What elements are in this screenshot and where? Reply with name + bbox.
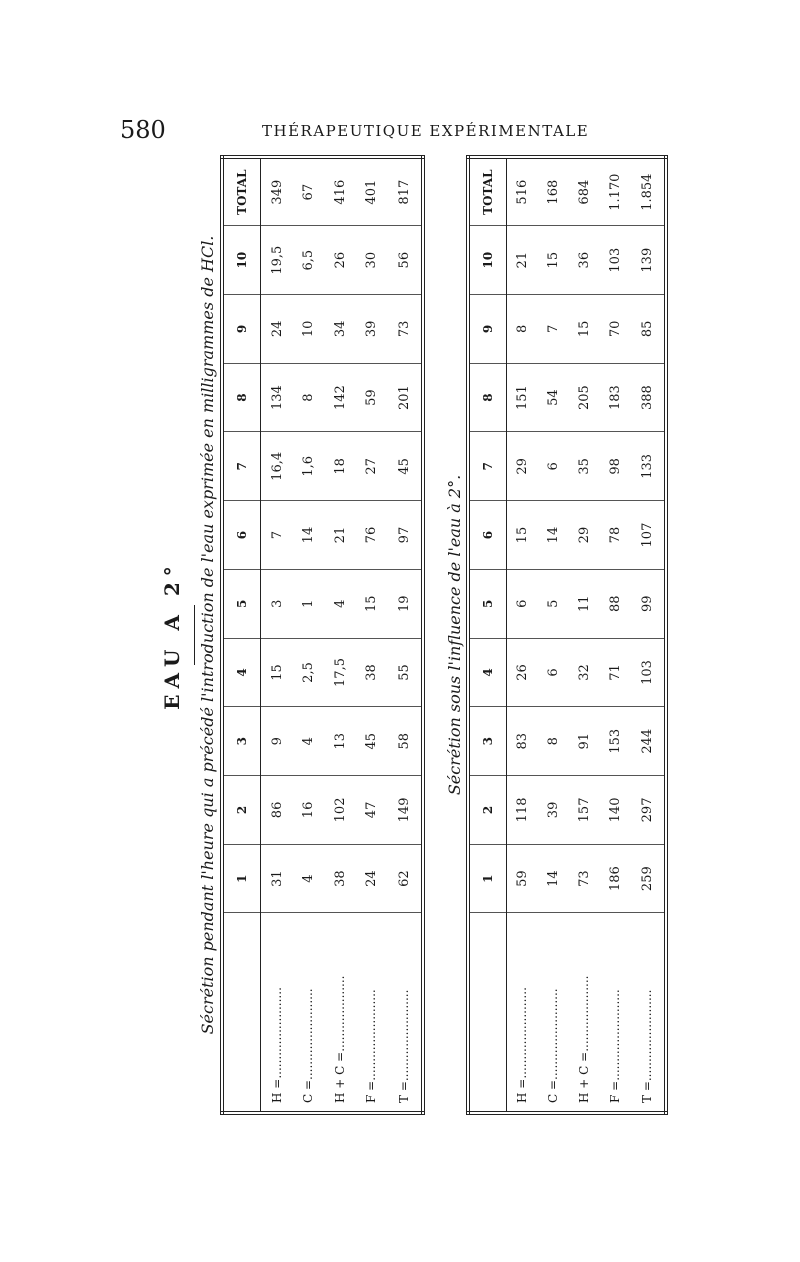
table2-cell: 85	[631, 295, 666, 364]
table2-row-label: H + C =....................	[569, 913, 600, 1113]
table1-cell: 15	[261, 638, 294, 707]
table2-cell: 70	[600, 295, 631, 364]
page-header	[0, 116, 800, 146]
table2-col-header: 2	[468, 776, 507, 845]
table2-cell: 98	[600, 432, 631, 501]
table1-cell: 15	[356, 569, 388, 638]
table2-cell: 133	[631, 432, 666, 501]
table2-col-header: 1	[468, 844, 507, 913]
table2-col-header: 8	[468, 363, 507, 432]
table1-cell: 73	[388, 295, 423, 364]
table2-cell: 259	[631, 844, 666, 913]
table2-row-label: C =........................	[538, 913, 569, 1113]
running-title: THÉRAPEUTIQUE EXPÉRIMENTALE	[262, 122, 590, 140]
table1-cell: 47	[356, 776, 388, 845]
table2-cell: 83	[507, 707, 539, 776]
table1-cell: 2,5	[293, 638, 325, 707]
table1-cell: 134	[261, 363, 294, 432]
table2-cell: 168	[546, 179, 562, 205]
table2-row	[538, 157, 569, 1113]
table1-cell: 31	[261, 844, 294, 913]
table1-cell: 3	[261, 569, 294, 638]
table1-cell: 30	[356, 226, 388, 295]
table2-col-header: 3	[468, 707, 507, 776]
table2-cell: 26	[507, 638, 539, 707]
table2-header-row	[468, 157, 507, 1113]
table1-col-header: 7	[222, 432, 261, 501]
table2-cell: 14	[538, 501, 569, 570]
table2-cell: 244	[631, 707, 666, 776]
title-rule	[194, 605, 195, 665]
table1-cell: 86	[261, 776, 294, 845]
table2-cell: 99	[631, 569, 666, 638]
table1-cell: 34	[325, 295, 357, 364]
table2-cell: 7	[538, 295, 569, 364]
table2-cell: 151	[507, 363, 539, 432]
table2-cell: 8	[538, 707, 569, 776]
table1-cell: 8	[293, 363, 325, 432]
table1-cell: 10	[293, 295, 325, 364]
table2-cell: 73	[569, 844, 600, 913]
table2-cell: 71	[600, 638, 631, 707]
section-title: EAU A 2°	[160, 560, 184, 710]
table1-body	[261, 157, 424, 1113]
table1-cell: 26	[325, 226, 357, 295]
table2-col-header: TOTAL	[468, 157, 507, 226]
table1-row-label: H + C =....................	[325, 913, 357, 1113]
table1-cell: 27	[356, 432, 388, 501]
table1-cell: 201	[388, 363, 423, 432]
table2-cell: 516	[515, 179, 531, 205]
table1-cell: 1,6	[293, 432, 325, 501]
table2-cell: 88	[600, 569, 631, 638]
table2-col-header: 7	[468, 432, 507, 501]
table1-cell: 39	[356, 295, 388, 364]
table1-col-header: 10	[222, 226, 261, 295]
table2-cell: 35	[569, 432, 600, 501]
rotated-content	[160, 155, 656, 1115]
table2-cell: 15	[569, 295, 600, 364]
page-number: 580	[120, 116, 166, 144]
table1-cell: 4	[293, 707, 325, 776]
table1	[220, 155, 425, 1115]
table2-col-header: 10	[468, 226, 507, 295]
table1-cell: 17,5	[325, 638, 357, 707]
table2-row	[507, 157, 539, 1113]
table1-col-header: TOTAL	[222, 157, 261, 226]
table2-cell: 78	[600, 501, 631, 570]
table2-cell: 107	[631, 501, 666, 570]
table1-caption: Sécrétion pendant l'heure qui a précédé l'introduction de l'eau exprimée en milligrammes de HCl.	[198, 235, 217, 1035]
table2-cell: 91	[569, 707, 600, 776]
table1-row-label: C =........................	[293, 913, 325, 1113]
table2-cell: 36	[569, 226, 600, 295]
table2-cell: 157	[569, 776, 600, 845]
table1-col-header: 8	[222, 363, 261, 432]
table2-cell: 388	[631, 363, 666, 432]
table2-cell: 14	[538, 844, 569, 913]
table1-cell: 7	[261, 501, 294, 570]
table1-cell: 59	[356, 363, 388, 432]
table1-cell: 24	[261, 295, 294, 364]
table1-cell: 16,4	[261, 432, 294, 501]
table2-cell: 684	[577, 179, 593, 205]
table2-cell: 118	[507, 776, 539, 845]
table2-cell: 139	[631, 226, 666, 295]
table2-cell: 29	[569, 501, 600, 570]
table2-caption: Sécrétion sous l'influence de l'eau à 2°.	[445, 474, 464, 796]
table1-row-label: F =........................	[356, 913, 388, 1113]
table1-cell: 45	[388, 432, 423, 501]
table2-body	[507, 157, 667, 1113]
table2-cell: 59	[507, 844, 539, 913]
table2-cell: 8	[507, 295, 539, 364]
table1-cell: 21	[325, 501, 357, 570]
table1-cell: 19	[388, 569, 423, 638]
table1-cell: 416	[332, 179, 348, 205]
table1-cell: 16	[293, 776, 325, 845]
table1-col-header: 2	[222, 776, 261, 845]
table1-cell: 817	[396, 179, 412, 205]
table2-cell: 297	[631, 776, 666, 845]
table1-cell: 9	[261, 707, 294, 776]
table2-col-header: 5	[468, 569, 507, 638]
table1-cell: 1	[293, 569, 325, 638]
table2-cell: 1.170	[608, 173, 624, 211]
table1-cell: 62	[388, 844, 423, 913]
table2-cell: 15	[538, 226, 569, 295]
table2-cell: 103	[600, 226, 631, 295]
table1-cell: 4	[325, 569, 357, 638]
table1-cell: 18	[325, 432, 357, 501]
table1-cell: 349	[269, 179, 285, 205]
table2-row-label: T =........................	[631, 913, 666, 1113]
table1-cell: 24	[356, 844, 388, 913]
table2-cell: 21	[507, 226, 539, 295]
table2-cell: 103	[631, 638, 666, 707]
table2-row-label: F =........................	[600, 913, 631, 1113]
table1-col-header: 5	[222, 569, 261, 638]
table1-cell: 67	[301, 183, 317, 201]
table1-cell: 6,5	[293, 226, 325, 295]
table1-cell: 45	[356, 707, 388, 776]
table1-cell: 149	[388, 776, 423, 845]
table1-cell: 58	[388, 707, 423, 776]
table2-cell: 140	[600, 776, 631, 845]
table1-col-header: 6	[222, 501, 261, 570]
table1-cell: 38	[325, 844, 357, 913]
table2-col-header: 4	[468, 638, 507, 707]
table1-cell: 97	[388, 501, 423, 570]
table2-header-blank	[468, 913, 507, 1113]
table2-row	[631, 157, 666, 1113]
table1-col-header: 1	[222, 844, 261, 913]
table2-row	[569, 157, 600, 1113]
table1-row-label: H =........................	[261, 913, 294, 1113]
table2-cell: 6	[538, 638, 569, 707]
table1-col-header: 9	[222, 295, 261, 364]
table1-cell: 401	[364, 179, 380, 205]
table2-cell: 6	[507, 569, 539, 638]
table1-row-label: T =........................	[388, 913, 423, 1113]
table2-row-label: H =........................	[507, 913, 539, 1113]
table2	[466, 155, 668, 1115]
table2-cell: 6	[538, 432, 569, 501]
table1-cell: 55	[388, 638, 423, 707]
table1-cell: 142	[325, 363, 357, 432]
table2-cell: 186	[600, 844, 631, 913]
table2-cell: 32	[569, 638, 600, 707]
table1-col-header: 4	[222, 638, 261, 707]
table2-cell: 39	[538, 776, 569, 845]
table1-cell: 19,5	[261, 226, 294, 295]
table1-cell: 102	[325, 776, 357, 845]
table2-cell: 153	[600, 707, 631, 776]
table2-col-header: 9	[468, 295, 507, 364]
table1-row	[388, 157, 423, 1113]
table2-cell: 11	[569, 569, 600, 638]
table1-row	[293, 157, 325, 1113]
table2-row	[600, 157, 631, 1113]
table1-row	[356, 157, 388, 1113]
table2-cell: 5	[538, 569, 569, 638]
table2-cell: 29	[507, 432, 539, 501]
table2-cell: 1.854	[640, 173, 656, 211]
table1-cell: 38	[356, 638, 388, 707]
table1-cell: 56	[388, 226, 423, 295]
table2-cell: 183	[600, 363, 631, 432]
table1-cell: 14	[293, 501, 325, 570]
table2-cell: 54	[538, 363, 569, 432]
table2-col-header: 6	[468, 501, 507, 570]
table1-cell: 4	[293, 844, 325, 913]
table1-header-blank	[222, 913, 261, 1113]
table1-col-header: 3	[222, 707, 261, 776]
table1-cell: 13	[325, 707, 357, 776]
table1-row	[325, 157, 357, 1113]
table1-cell: 76	[356, 501, 388, 570]
table2-cell: 15	[507, 501, 539, 570]
table1-row	[261, 157, 294, 1113]
table1-header-row	[222, 157, 261, 1113]
table2-cell: 205	[569, 363, 600, 432]
